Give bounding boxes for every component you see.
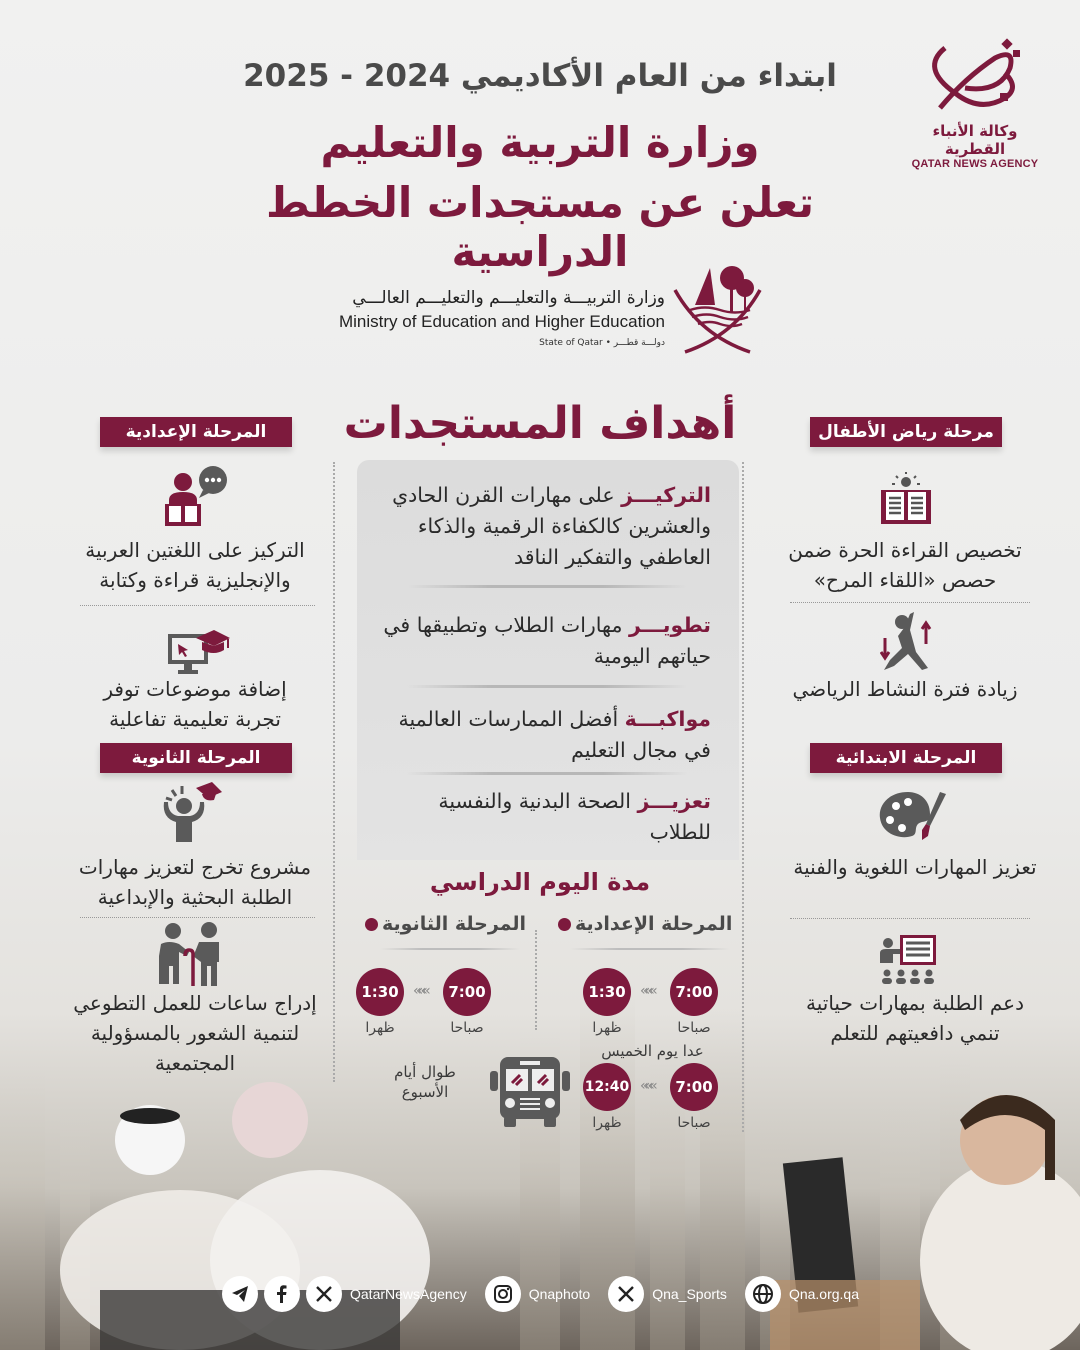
secondary-item-2: إدراج ساعات للعمل التطوعي لتنمية الشعور بالمسؤولية المجتمعية (73, 991, 317, 1075)
secondary-item-1: مشروع تخرج لتعزيز مهارات الطلبة البحثية والإبداعية (78, 855, 312, 909)
qna-name-arabic: وكالة الأنباء القطرية (932, 122, 1018, 158)
elearning-icon (166, 628, 230, 676)
all-week-note: طوال أيام الأسبوع (394, 1063, 456, 1101)
right-divider (742, 462, 744, 1132)
book-lightbulb-icon (878, 472, 934, 526)
prep-start-label: صباحا (677, 1020, 711, 1036)
stage-secondary-label: المرحلة الثانوية (365, 913, 526, 935)
school-day-title: مدة اليوم الدراسي (429, 868, 651, 896)
preparatory-item-1: التركيز على اللغتين العربية والإنجليزية قراءة وكتابة (85, 538, 305, 592)
graduate-icon (160, 780, 224, 844)
social-label-qatarnewsagency[interactable]: QatarNewsAgency (350, 1286, 467, 1302)
goal-item: مواكبـــة أفضل الممارسات العالمية في مجال التعليم (398, 707, 711, 762)
item-separator (790, 918, 1030, 919)
primary-item-2: دعم الطلبة بمهارات حياتية تنمي دافعيتهم للتعلم (806, 991, 1024, 1045)
state-of-qatar: State of Qatar • دولـــة قطـــر (539, 338, 665, 348)
prep-end-time: 1:30 (583, 968, 631, 1016)
bullet-dot-icon (558, 918, 571, 931)
social-footer (222, 1276, 871, 1312)
globe-icon[interactable] (745, 1276, 781, 1312)
x-icon[interactable] (608, 1276, 644, 1312)
prep-thursday-start-time: 7:00 (670, 1063, 718, 1111)
sec-end-label: ظهرا (365, 1020, 395, 1036)
school-bus-icon (488, 1053, 572, 1129)
school-day-divider (535, 930, 537, 1030)
qna-emblem-icon (925, 38, 1025, 118)
page-title-line2: تعلن عن مستجدات الخطط الدراسية (265, 178, 815, 276)
volunteer-icon (155, 922, 227, 988)
chevrons-left-icon: ««« (413, 983, 427, 999)
qatar-emblem-icon (670, 260, 765, 355)
social-label-website[interactable]: Qna.org.qa (788, 1286, 859, 1302)
ministry-logo (305, 260, 775, 360)
reader-speech-icon (163, 466, 231, 528)
goal-separator (407, 685, 687, 688)
sec-start-label: صباحا (450, 1020, 484, 1036)
badge-preparatory: المرحلة الإعدادية (100, 417, 292, 447)
telegram-icon[interactable] (222, 1276, 258, 1312)
facebook-icon[interactable] (264, 1276, 300, 1312)
x-icon[interactable] (306, 1276, 342, 1312)
chevrons-left-icon: ««« (640, 983, 654, 999)
primary-item-1: تعزيز المهارات اللغوية والفنية (793, 855, 1037, 879)
sec-end-time: 1:30 (356, 968, 404, 1016)
ministry-name-english: Ministry of Education and Higher Education (338, 312, 665, 331)
bullet-dot-icon (365, 918, 378, 931)
chevrons-left-icon: ««« (640, 1078, 654, 1094)
goal-item: تطويـــر مهارات الطلاب وتطبيقها في حياتهم اليومية (383, 613, 711, 668)
qna-name-english: QATAR NEWS AGENCY (911, 158, 1039, 170)
prep-thursday-end-time: 12:40 (583, 1063, 631, 1111)
prep-start-time: 7:00 (670, 968, 718, 1016)
exercise-icon (880, 612, 936, 672)
goal-separator (407, 772, 687, 775)
badge-primary: المرحلة الابتدائية (810, 743, 1002, 773)
item-separator (80, 917, 315, 918)
sec-start-time: 7:00 (443, 968, 491, 1016)
prep-end-label: ظهرا (592, 1020, 622, 1036)
except-thursday-note: عدا يوم الخميس (601, 1042, 704, 1060)
kindergarten-item-1: تخصيص القراءة الحرة ضمن حصص «اللقاء المرح» (788, 538, 1022, 592)
page-title-line1: وزارة التربية والتعليم (320, 118, 760, 167)
goal-item: التركيـــز على مهارات القرن الحادي والعشرين كالكفاءة الرقمية والذكاء العاطفي والتفكير الناقد (392, 483, 711, 569)
left-divider (333, 462, 335, 1082)
badge-kindergarten: مرحلة رياض الأطفال (810, 417, 1002, 447)
academic-year-subtitle: ابتداء من العام الأكاديمي 2024 - 2025 (243, 58, 837, 94)
item-separator (790, 602, 1030, 603)
stage-underline (570, 948, 730, 950)
kindergarten-item-2: زيادة فترة النشاط الرياضي (792, 677, 1018, 701)
palette-icon (878, 790, 948, 842)
social-label-qnaphoto[interactable]: Qnaphoto (528, 1286, 591, 1302)
qna-logo (905, 38, 1045, 170)
stage-underline (380, 948, 520, 950)
preparatory-item-2: إضافة موضوعات توفر تجربة تعليمية تفاعلية (103, 677, 287, 731)
classroom-icon (878, 933, 940, 985)
prep-thursday-end-label: ظهرا (592, 1115, 622, 1131)
goals-title: أهداف المستجدات (343, 398, 737, 449)
goal-separator (407, 585, 687, 588)
stage-preparatory-label: المرحلة الإعدادية (558, 913, 732, 935)
goals-panel (357, 460, 739, 860)
instagram-icon[interactable] (485, 1276, 521, 1312)
item-separator (80, 605, 315, 606)
goal-item: تعزيـــز الصحة البدنية والنفسية للطلاب (438, 789, 711, 844)
social-label-qna-sports[interactable]: Qna_Sports (652, 1286, 727, 1302)
prep-thursday-start-label: صباحا (677, 1115, 711, 1131)
badge-secondary: المرحلة الثانوية (100, 743, 292, 773)
ministry-name-arabic: وزارة التربيـــة والتعليـــم والتعليـــم العالـــي (352, 288, 665, 308)
